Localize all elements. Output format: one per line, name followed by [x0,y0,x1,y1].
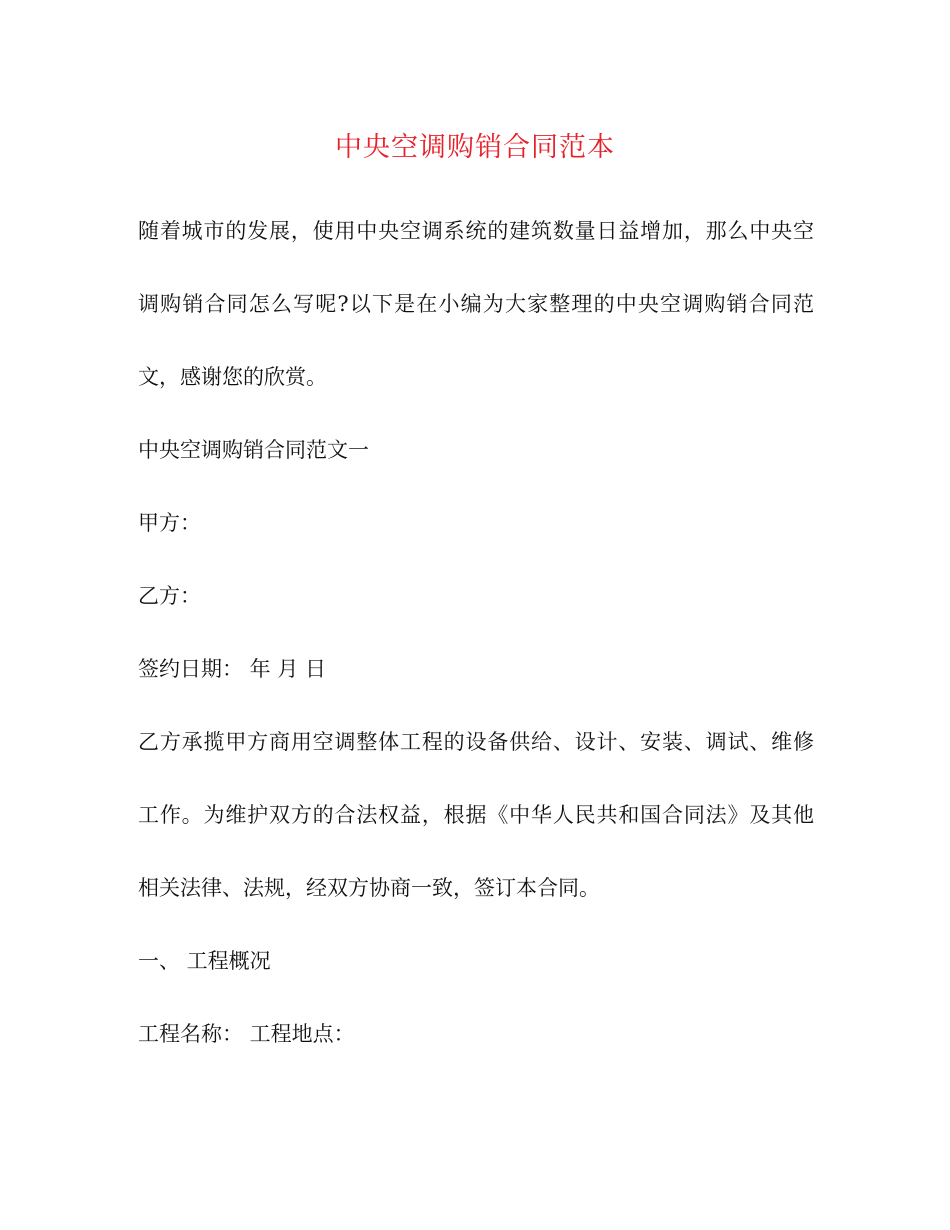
document-body [138,208,814,1084]
body-line: 乙方承揽甲方商用空调整体工程的设备供给、设计、安装、调试、维修 [138,730,814,754]
body-line: 相关法律、法规，经双方协商一致，签订本合同。 [138,876,600,900]
body-line: 工作。为维护双方的合法权益，根据《中华人民共和国合同法》及其他 [138,803,814,827]
signing-date-label: 签约日期： 年 月 日 [138,657,327,681]
document-title: 中央空调购销合同范本 [335,132,615,163]
party-a-label: 甲方： [138,511,201,535]
body-line: 调购销合同怎么写呢?以下是在小编为大家整理的中央空调购销合同范 [138,292,814,316]
clause-heading: 一、 工程概况 [138,949,271,973]
party-b-label: 乙方： [138,584,201,608]
body-line: 文，感谢您的欣赏。 [138,365,327,389]
project-info-line: 工程名称： 工程地点： [138,1022,355,1046]
section-heading: 中央空调购销合同范文一 [138,438,369,462]
body-line: 随着城市的发展，使用中央空调系统的建筑数量日益增加，那么中央空 [138,219,814,243]
